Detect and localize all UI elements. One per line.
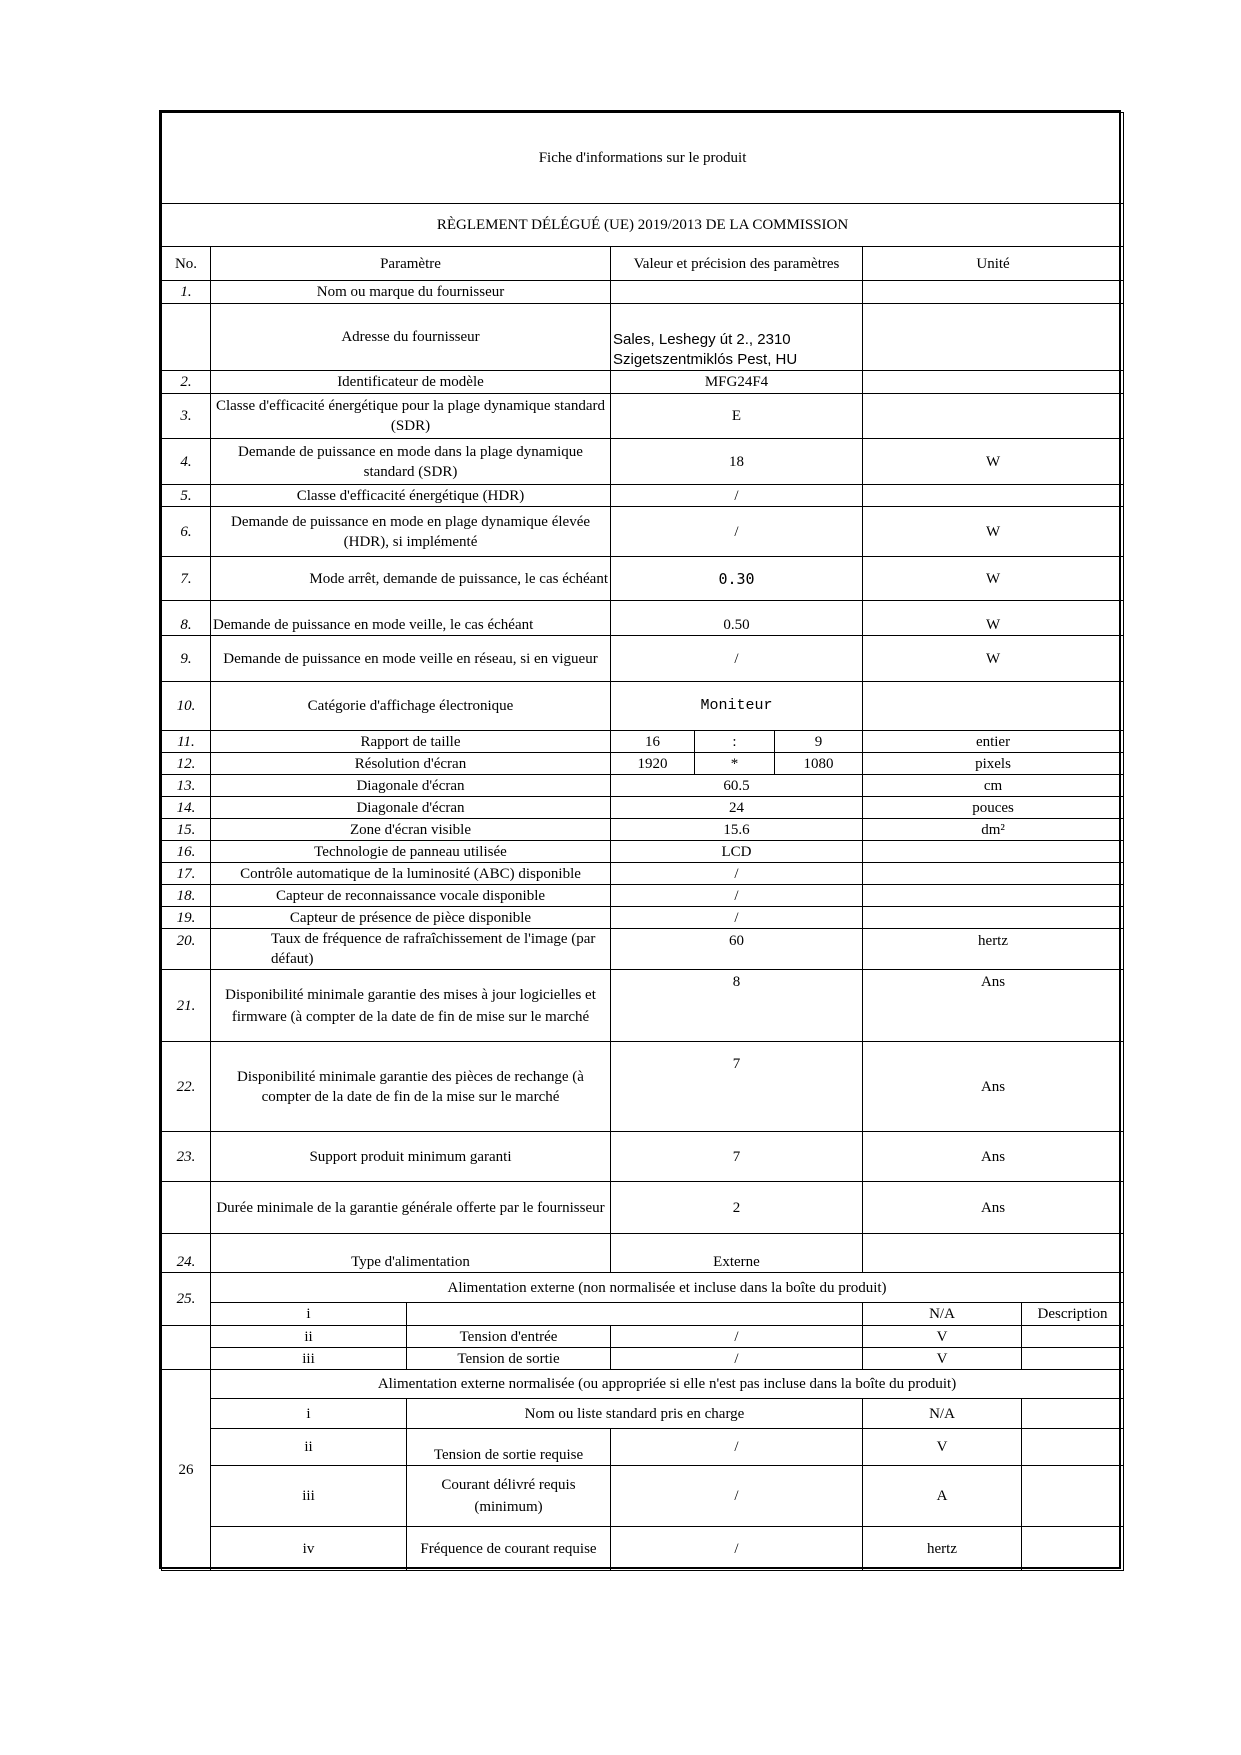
param-value: / [611,907,863,929]
param-label: Nom ou liste standard pris en charge [407,1399,863,1429]
param-value: 0.50 [611,601,863,636]
table-row [162,304,1124,371]
param-value: 60 [611,929,863,970]
param-label: Tension d'entrée [407,1326,611,1348]
table-row [162,1527,1124,1571]
param-label: Demande de puissance en mode veille en réseau, si en vigueur [211,636,611,682]
table-row [162,841,1124,863]
param-label: Demande de puissance en mode veille, le cas échéant [211,601,611,636]
param-unit: W [863,636,1124,682]
param-label: Adresse du fournisseur [211,304,611,371]
table-row [162,394,1124,439]
table-row [162,1234,1124,1273]
table-row [162,1326,1124,1348]
param-value: / [611,1326,863,1348]
table-row [162,970,1124,1042]
param-label: Classe d'efficacité énergétique (HDR) [211,485,611,507]
param-unit: W [863,439,1124,485]
regulation-subtitle: RÈGLEMENT DÉLÉGUÉ (UE) 2019/2013 DE LA COMMISSION [162,204,1124,247]
param-unit: V [863,1348,1022,1370]
param-value: N/A [863,1303,1022,1326]
param-unit: W [863,507,1124,557]
param-value [611,281,863,304]
param-label: Diagonale d'écran [211,797,611,819]
param-unit: Ans [863,970,1124,1042]
param-value: 0.30 [611,557,863,601]
param-label: Mode arrêt, demande de puissance, le cas échéant [211,557,611,601]
param-unit: hertz [863,929,1124,970]
table-row [162,557,1124,601]
param-label: Type d'alimentation [211,1234,611,1273]
param-value: / [611,885,863,907]
row-no: 26 [162,1370,211,1571]
table-row [162,819,1124,841]
param-unit: dm² [863,819,1124,841]
param-value: N/A [863,1399,1022,1429]
param-value: 18 [611,439,863,485]
row-no: 3. [162,394,211,439]
table-row [162,439,1124,485]
param-unit: Ans [863,1182,1124,1234]
param-label: Disponibilité minimale garantie des pièces de rechange (à compter de la date de fin de la mise sur le marché [211,1042,611,1132]
table-row [162,863,1124,885]
row-no: 15. [162,819,211,841]
model-identifier: MFG24F4 [611,371,863,394]
param-unit: pixels [863,753,1124,775]
row-no: 25. [162,1273,211,1326]
section-title: Alimentation externe (non normalisée et incluse dans la boîte du produit) [211,1273,1124,1303]
param-unit: Ans [863,1042,1124,1132]
section-title: Alimentation externe normalisée (ou appropriée si elle n'est pas incluse dans la boîte du produit) [211,1370,1124,1399]
row-no: 14. [162,797,211,819]
row-no: 2. [162,371,211,394]
param-value: / [611,1527,863,1571]
param-label: Résolution d'écran [211,753,611,775]
row-no: 10. [162,682,211,731]
sub-index: ii [211,1429,407,1466]
aspect-ratio-separator: : [695,731,775,753]
param-unit: A [863,1466,1022,1527]
param-label: Nom ou marque du fournisseur [211,281,611,304]
row-no: 20. [162,929,211,970]
param-label: Rapport de taille [211,731,611,753]
supplier-address: Sales, Leshegy út 2., 2310 Szigetszentmiklós Pest, HU [611,304,863,371]
param-label: Catégorie d'affichage électronique [211,682,611,731]
row-no: 21. [162,970,211,1042]
param-value: 2 [611,1182,863,1234]
table-row [162,1042,1124,1132]
table-row [162,1303,1124,1326]
header-value: Valeur et précision des paramètres [611,247,863,281]
param-unit: W [863,601,1124,636]
row-no: 24. [162,1234,211,1273]
param-value: / [611,507,863,557]
param-value: / [611,485,863,507]
row-no: 12. [162,753,211,775]
param-unit: entier [863,731,1124,753]
row-no: 6. [162,507,211,557]
param-value: / [611,1348,863,1370]
param-label: Fréquence de courant requise [407,1527,611,1571]
table-row [162,1429,1124,1466]
param-label: Tension de sortie requise [407,1429,611,1466]
param-label: Disponibilité minimale garantie des mises à jour logicielles et firmware (à compter de la date de fin de mise sur le marché [211,970,611,1042]
table-row [162,731,1124,753]
param-label: Tension de sortie [407,1348,611,1370]
param-value: Externe [611,1234,863,1273]
param-label: Diagonale d'écran [211,775,611,797]
row-no: 4. [162,439,211,485]
row-no: 9. [162,636,211,682]
table-row [162,1348,1124,1370]
resolution-height: 1080 [775,753,863,775]
param-value: LCD [611,841,863,863]
table-row [162,929,1124,970]
param-value: / [611,636,863,682]
param-value: 7 [611,1042,863,1132]
table-row [162,885,1124,907]
param-unit: pouces [863,797,1124,819]
param-value: / [611,1466,863,1527]
table-row [162,797,1124,819]
header-unit: Unité [863,247,1124,281]
row-no: 17. [162,863,211,885]
param-label: Contrôle automatique de la luminosité (ABC) disponible [211,863,611,885]
param-value: 8 [611,970,863,1042]
param-label: Zone d'écran visible [211,819,611,841]
param-label: Taux de fréquence de rafraîchissement de l'image (par défaut) [211,929,611,970]
display-category: Moniteur [611,682,863,731]
sub-index: ii [211,1326,407,1348]
row-no: 23. [162,1132,211,1182]
param-unit [863,281,1124,304]
table-row [162,601,1124,636]
resolution-separator: * [695,753,775,775]
table-row [162,682,1124,731]
table-row [162,636,1124,682]
row-no: 7. [162,557,211,601]
param-label: Durée minimale de la garantie générale offerte par le fournisseur [211,1182,611,1234]
param-label: Demande de puissance en mode en plage dynamique élevée (HDR), si implémenté [211,507,611,557]
sub-index: i [211,1399,407,1429]
table-row [162,371,1124,394]
param-value: 60.5 [611,775,863,797]
row-no: 19. [162,907,211,929]
param-unit: hertz [863,1527,1022,1571]
table-row [162,1273,1124,1303]
param-value: E [611,394,863,439]
table-row [162,1466,1124,1527]
row-no: 11. [162,731,211,753]
param-label: Demande de puissance en mode dans la plage dynamique standard (SDR) [211,439,611,485]
param-label: Courant délivré requis (minimum) [407,1466,611,1527]
sub-index: iii [211,1466,407,1527]
param-label: Support produit minimum garanti [211,1132,611,1182]
table-row [162,485,1124,507]
sub-index: iv [211,1527,407,1571]
param-unit: V [863,1326,1022,1348]
param-value: / [611,1429,863,1466]
sub-index: iii [211,1348,407,1370]
page-title: Fiche d'informations sur le produit [162,113,1124,204]
row-no: 5. [162,485,211,507]
param-unit: V [863,1429,1022,1466]
product-info-sheet [159,110,1121,1569]
row-no: 18. [162,885,211,907]
param-value: / [611,863,863,885]
aspect-ratio-height: 9 [775,731,863,753]
param-unit: Ans [863,1132,1124,1182]
row-no: 8. [162,601,211,636]
row-no: 22. [162,1042,211,1132]
param-label: Capteur de reconnaissance vocale disponible [211,885,611,907]
param-label: Technologie de panneau utilisée [211,841,611,863]
resolution-width: 1920 [611,753,695,775]
aspect-ratio-width: 16 [611,731,695,753]
table-row [162,775,1124,797]
param-value: 24 [611,797,863,819]
row-no: 16. [162,841,211,863]
param-value: 7 [611,1132,863,1182]
param-label: Classe d'efficacité énergétique pour la plage dynamique standard (SDR) [211,394,611,439]
param-unit: cm [863,775,1124,797]
table-row [162,753,1124,775]
table-row [162,1182,1124,1234]
table-row [162,1370,1124,1399]
table-row [162,1132,1124,1182]
table-row [162,281,1124,304]
row-no: 13. [162,775,211,797]
header-no: No. [162,247,211,281]
param-label: Identificateur de modèle [211,371,611,394]
param-label: Capteur de présence de pièce disponible [211,907,611,929]
row-no: 1. [162,281,211,304]
header-param: Paramètre [211,247,611,281]
param-value: 15.6 [611,819,863,841]
param-unit: W [863,557,1124,601]
table-row [162,907,1124,929]
product-info-table [161,112,1124,1571]
description-header: Description [1022,1303,1124,1326]
table-row [162,1399,1124,1429]
sub-index: i [211,1303,407,1326]
table-row [162,507,1124,557]
